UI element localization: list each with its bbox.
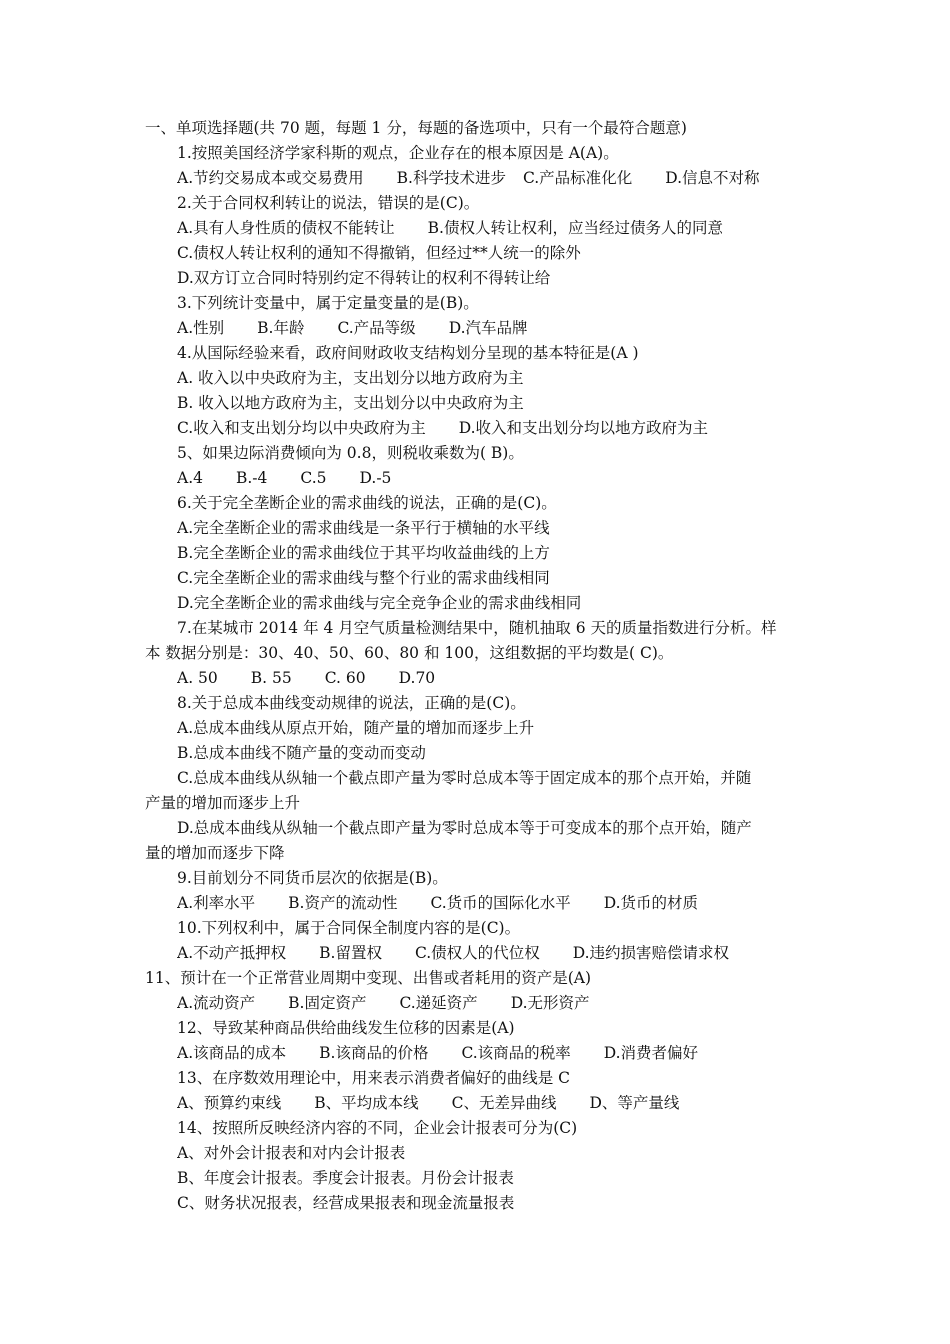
option: A.该商品的成本 [177, 1044, 287, 1062]
question-stem: 6.关于完全垄断企业的需求曲线的说法，正确的是(C)。 [177, 494, 557, 512]
option-row [177, 816, 817, 841]
option: C.总成本曲线从纵轴一个截点即产量为零时总成本等于固定成本的那个点开始，并随 [177, 769, 752, 787]
option: D.无形资产 [510, 994, 590, 1012]
option: A.节约交易成本或交易费用 [177, 169, 364, 187]
option: B.资产的流动性 [288, 894, 398, 912]
option: B.-4 [235, 469, 268, 487]
option: A.利率水平 [177, 894, 256, 912]
option-row [177, 266, 817, 291]
option: D、等产量线 [589, 1094, 680, 1112]
question-stem: 9.目前划分不同货币层次的依据是(B)。 [177, 869, 448, 887]
option-row [177, 741, 817, 766]
option-row [177, 416, 817, 441]
option: D.信息不对称 [665, 169, 760, 187]
option: C、财务状况报表，经营成果报表和现金流量报表 [177, 1194, 515, 1212]
option-row [177, 366, 817, 391]
question-stem: 7.在某城市 2014 年 4 月空气质量检测结果中，随机抽取 6 天的质量指数进行分析。样 [177, 619, 777, 637]
option-row [177, 591, 817, 616]
option: C.完全垄断企业的需求曲线与整个行业的需求曲线相同 [177, 569, 550, 587]
option: D.收入和支出划分均以地方政府为主 [458, 419, 709, 437]
option: D.-5 [359, 469, 392, 487]
question-stem: 1.按照美国经济学家科斯的观点，企业存在的根本原因是 A(A)。 [177, 144, 619, 162]
option: B、平均成本线 [314, 1094, 419, 1112]
option-row-continued [145, 841, 815, 866]
question-stem: 13、在序数效用理论中，用来表示消费者偏好的曲线是 C [177, 1069, 571, 1087]
option: C.产品标准化化 [522, 169, 633, 187]
option: B. 55 [250, 669, 292, 687]
option-row [177, 766, 817, 791]
option: B. 收入以地方政府为主，支出划分以中央政府为主 [177, 394, 524, 412]
question-stem: 12、导致某种商品供给曲线发生位移的因素是(A) [177, 1019, 515, 1037]
question-stem: 5、如果边际消费倾向为 0.8，则税收乘数为( B)。 [177, 444, 524, 462]
option-row [177, 241, 817, 266]
option: B.债权人转让权利，应当经过债务人的同意 [427, 219, 723, 237]
question-stem-continued: 本 数据分别是：30、40、50、60、80 和 100，这组数据的平均数是( C)。 [145, 644, 674, 662]
option: B.留置权 [319, 944, 382, 962]
option: B.总成本曲线不随产量的变动而变动 [177, 744, 426, 762]
option-row [177, 941, 817, 966]
option: B.年龄 [257, 319, 305, 337]
option-row [177, 466, 817, 491]
option: C.5 [300, 469, 327, 487]
option: C. 60 [324, 669, 366, 687]
option-row [177, 1041, 817, 1066]
question-stem: 4.从国际经验来看，政府间财政收支结构划分呈现的基本特征是(A ) [177, 344, 639, 362]
question-stem: 2.关于合同权利转让的说法，错误的是(C)。 [177, 194, 480, 212]
option: A. 收入以中央政府为主，支出划分以地方政府为主 [177, 369, 524, 387]
option-row [177, 1091, 817, 1116]
option: A.流动资产 [177, 994, 256, 1012]
option: C.债权人的代位权 [414, 944, 540, 962]
option: A.性别 [177, 319, 225, 337]
option: D.双方订立合同时特别约定不得转让的权利不得转让给 [177, 269, 551, 287]
option: B.完全垄断企业的需求曲线位于其平均收益曲线的上方 [177, 544, 550, 562]
option-row [177, 891, 817, 916]
option-row [177, 391, 817, 416]
option: C、无差异曲线 [451, 1094, 557, 1112]
option: A.不动产抵押权 [177, 944, 287, 962]
option: B.该商品的价格 [319, 1044, 429, 1062]
option-row [177, 316, 817, 341]
option: C.收入和支出划分均以中央政府为主 [177, 419, 426, 437]
option-row [177, 1191, 817, 1216]
option: C.货币的国际化水平 [430, 894, 571, 912]
option-row [177, 566, 817, 591]
option: D.违约损害赔偿请求权 [572, 944, 730, 962]
option: D.消费者偏好 [603, 1044, 699, 1062]
option-row [177, 666, 817, 691]
option: C.产品等级 [337, 319, 416, 337]
option: B.固定资产 [288, 994, 367, 1012]
option: A.完全垄断企业的需求曲线是一条平行于横轴的水平线 [177, 519, 550, 537]
option: A、对外会计报表和对内会计报表 [177, 1144, 406, 1162]
question-stem: 8.关于总成本曲线变动规律的说法，正确的是(C)。 [177, 694, 526, 712]
option: B、年度会计报表。季度会计报表。月份会计报表 [177, 1169, 514, 1187]
question-stem: 14、按照所反映经济内容的不同，企业会计报表可分为(C) [177, 1119, 578, 1137]
option: D.70 [398, 669, 436, 687]
option-row [177, 1166, 817, 1191]
option-continued: 量的增加而逐步下降 [145, 844, 285, 862]
option: C.递延资产 [399, 994, 478, 1012]
section-header: 一、单项选择题(共 70 题，每题 1 分，每题的备选项中，只有一个最符合题意) [145, 119, 687, 137]
option-row [177, 1141, 817, 1166]
option: C.债权人转让权利的通知不得撤销，但经过**人统一的除外 [177, 244, 581, 262]
option: B.科学技术进步 [396, 169, 506, 187]
option: A.具有人身性质的债权不能转让 [177, 219, 395, 237]
question-stem: 3.下列统计变量中，属于定量变量的是(B)。 [177, 294, 479, 312]
option: A. 50 [177, 669, 218, 687]
option-row [177, 716, 817, 741]
option: A、预算约束线 [177, 1094, 282, 1112]
option: D.总成本曲线从纵轴一个截点即产量为零时总成本等于可变成本的那个点开始，随产 [177, 819, 752, 837]
question-stem: 10.下列权利中，属于合同保全制度内容的是(C)。 [177, 919, 521, 937]
option-continued: 产量的增加而逐步上升 [145, 794, 301, 812]
option-row [177, 166, 817, 191]
option-row-continued [145, 791, 815, 816]
option: D.货币的材质 [603, 894, 699, 912]
option: D.完全垄断企业的需求曲线与完全竞争企业的需求曲线相同 [177, 594, 582, 612]
question-stem: 11、预计在一个正常营业周期中变现、出售或者耗用的资产是(A) [145, 969, 592, 987]
option-row [177, 991, 817, 1016]
option-row [177, 541, 817, 566]
option-row [177, 516, 817, 541]
option: D.汽车品牌 [448, 319, 528, 337]
option: A.总成本曲线从原点开始，随产量的增加而逐步上升 [177, 719, 535, 737]
option: C.该商品的税率 [461, 1044, 571, 1062]
option-row [177, 216, 817, 241]
option: A.4 [177, 469, 203, 487]
